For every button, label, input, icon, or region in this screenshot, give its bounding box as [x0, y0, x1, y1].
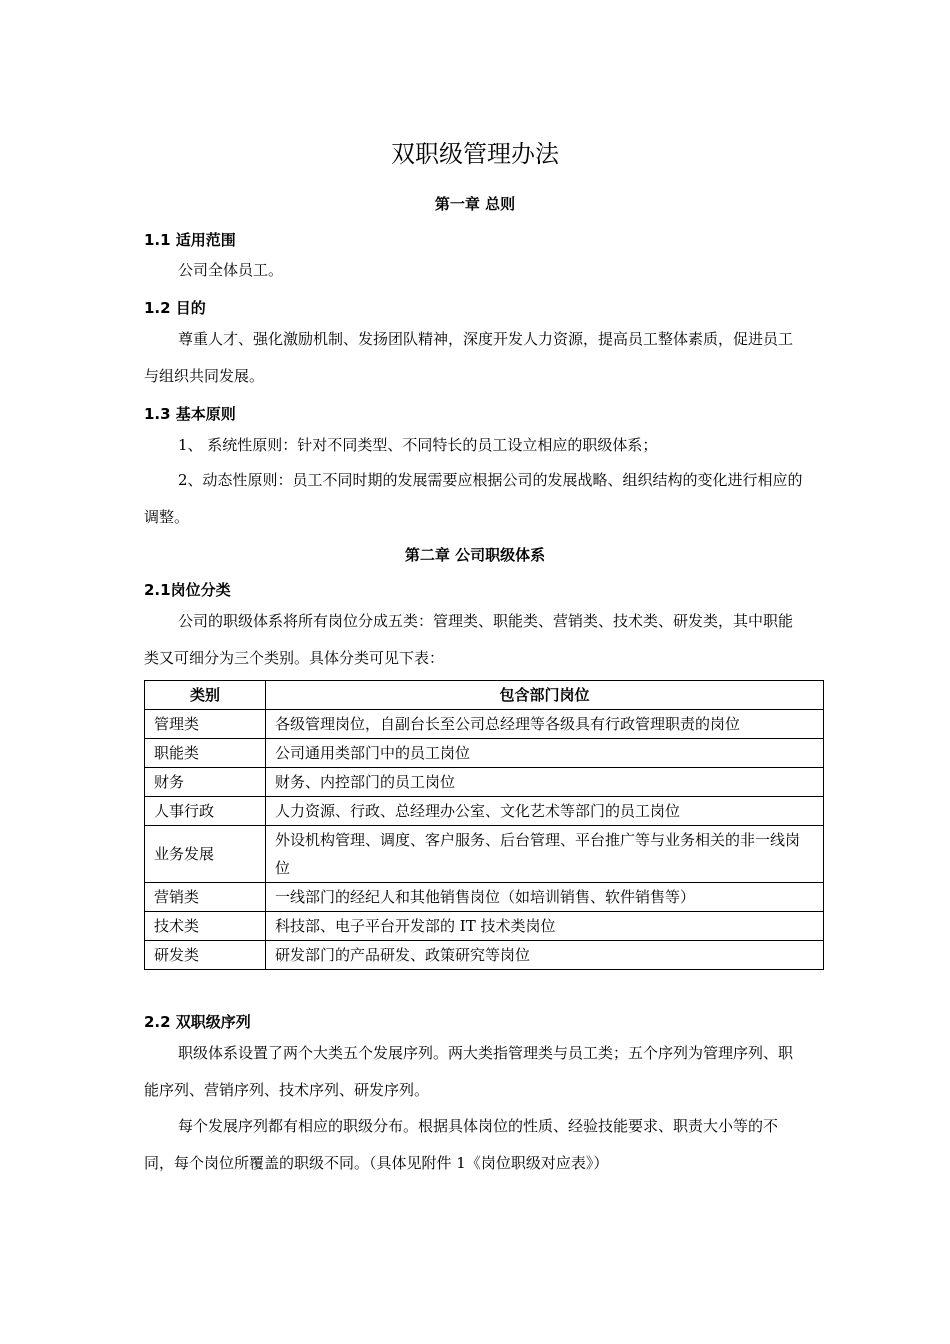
- table-row: [145, 739, 824, 768]
- section-2-2-text-1: 职级体系设置了两个大类五个发展序列。两大类指管理类与员工类；五个序列为管理序列、职能序列、营销序列、技术序列、研发序列。: [144, 1044, 794, 1099]
- table-cell-category: 财务: [145, 768, 266, 797]
- table-cell-category: 管理类: [145, 710, 266, 739]
- table-row: [145, 941, 824, 970]
- table-row: [145, 912, 824, 941]
- section-1-2-text: 尊重人才、强化激励机制、发扬团队精神，深度开发人力资源，提高员工整体素质，促进员工与组织共同发展。: [144, 330, 794, 385]
- section-1-1-heading: 1.1 适用范围: [144, 231, 236, 249]
- category-table: [144, 680, 824, 970]
- table-cell-positions: 一线部门的经纪人和其他销售岗位（如培训销售、软件销售等）: [266, 883, 824, 912]
- table-cell-category: 营销类: [145, 883, 266, 912]
- table-row: [145, 826, 824, 883]
- table-cell-positions: 各级管理岗位，自副台长至公司总经理等各级具有行政管理职责的岗位: [266, 710, 824, 739]
- section-2-1-heading: 2.1岗位分类: [144, 581, 231, 599]
- table-cell-positions: 研发部门的产品研发、政策研究等岗位: [266, 941, 824, 970]
- table-row: [145, 883, 824, 912]
- table-cell-positions: 科技部、电子平台开发部的 IT 技术类岗位: [266, 912, 824, 941]
- document-title: 双职级管理办法: [391, 140, 559, 168]
- section-2-2-text-2: 每个发展序列都有相应的职级分布。根据具体岗位的性质、经验技能要求、职责大小等的不同，每个岗位所覆盖的职级不同。（具体见附件 1《岗位职级对应表》）: [144, 1117, 779, 1172]
- section-1-2-heading: 1.2 目的: [144, 299, 206, 317]
- chapter-1-title: 第一章 总则: [434, 195, 516, 213]
- section-1-3-heading: 1.3 基本原则: [144, 405, 236, 423]
- table-cell-category: 职能类: [145, 739, 266, 768]
- table-header-positions: 包含部门岗位: [266, 681, 824, 710]
- table-cell-positions: 外设机构管理、调度、客户服务、后台管理、平台推广等与业务相关的非一线岗位: [266, 826, 824, 883]
- section-2-2-heading: 2.2 双职级序列: [144, 1013, 251, 1031]
- chapter-2-title: 第二章 公司职级体系: [404, 546, 546, 564]
- table-cell-category: 技术类: [145, 912, 266, 941]
- table-cell-category: 研发类: [145, 941, 266, 970]
- table-cell-positions: 财务、内控部门的员工岗位: [266, 768, 824, 797]
- table-cell-category: 人事行政: [145, 797, 266, 826]
- table-row: [145, 710, 824, 739]
- table-row: [145, 797, 824, 826]
- table-cell-positions: 人力资源、行政、总经理办公室、文化艺术等部门的员工岗位: [266, 797, 824, 826]
- table-cell-category: 业务发展: [145, 826, 266, 883]
- section-1-1-text: 公司全体员工。: [178, 261, 284, 279]
- table-header-category: 类别: [145, 681, 266, 710]
- table-cell-positions: 公司通用类部门中的员工岗位: [266, 739, 824, 768]
- table-row: [145, 768, 824, 797]
- principle-1: 1、 系统性原则：针对不同类型、不同特长的员工设立相应的职级体系；: [178, 436, 658, 454]
- section-2-1-text: 公司的职级体系将所有岗位分成五类：管理类、职能类、营销类、技术类、研发类，其中职能类又可细分为三个类别。具体分类可见下表：: [144, 612, 794, 667]
- table-header-row: [145, 681, 824, 710]
- principle-2: 2、动态性原则：员工不同时期的发展需要应根据公司的发展战略、组织结构的变化进行相应的调整。: [144, 471, 803, 526]
